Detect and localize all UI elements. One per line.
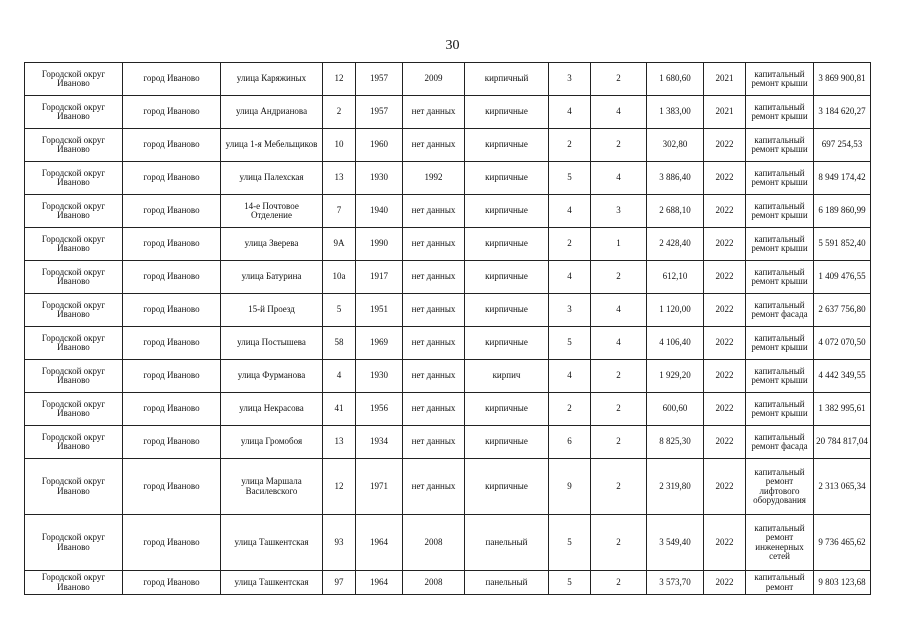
street-cell: улица Некрасова bbox=[221, 393, 323, 426]
city-cell: город Иваново bbox=[123, 261, 221, 294]
work-type-cell: капитальный ремонт крыши bbox=[746, 129, 814, 162]
street-cell: улица Зверева bbox=[221, 228, 323, 261]
plan-year-cell: 2022 bbox=[704, 515, 746, 571]
entrances-cell: 4 bbox=[591, 96, 647, 129]
area-cell: 2 688,10 bbox=[647, 195, 704, 228]
area-cell: 1 383,00 bbox=[647, 96, 704, 129]
wall-material-cell: кирпичные bbox=[465, 162, 549, 195]
last-repair-cell: нет данных bbox=[403, 426, 465, 459]
street-cell: 14-е Почтовое Отделение bbox=[221, 195, 323, 228]
cost-cell: 20 784 817,04 bbox=[814, 426, 871, 459]
plan-year-cell: 2022 bbox=[704, 393, 746, 426]
district-cell: Городской округ Иваново bbox=[25, 63, 123, 96]
wall-material-cell: кирпичные bbox=[465, 459, 549, 515]
year-built-cell: 1930 bbox=[356, 162, 403, 195]
table-row bbox=[25, 459, 871, 515]
floors-cell: 5 bbox=[549, 515, 591, 571]
district-cell: Городской округ Иваново bbox=[25, 426, 123, 459]
area-cell: 1 120,00 bbox=[647, 294, 704, 327]
house-number-cell: 13 bbox=[323, 162, 356, 195]
page-number: 30 bbox=[445, 38, 460, 53]
district-cell: Городской округ Иваново bbox=[25, 96, 123, 129]
district-cell: Городской округ Иваново bbox=[25, 294, 123, 327]
entrances-cell: 4 bbox=[591, 327, 647, 360]
year-built-cell: 1964 bbox=[356, 571, 403, 595]
wall-material-cell: панельный bbox=[465, 571, 549, 595]
area-cell: 3 573,70 bbox=[647, 571, 704, 595]
work-type-cell: капитальный ремонт крыши bbox=[746, 261, 814, 294]
house-number-cell: 41 bbox=[323, 393, 356, 426]
work-type-cell: капитальный ремонт крыши bbox=[746, 327, 814, 360]
cost-cell: 1 382 995,61 bbox=[814, 393, 871, 426]
floors-cell: 5 bbox=[549, 162, 591, 195]
entrances-cell: 3 bbox=[591, 195, 647, 228]
area-cell: 4 106,40 bbox=[647, 327, 704, 360]
city-cell: город Иваново bbox=[123, 393, 221, 426]
entrances-cell: 2 bbox=[591, 63, 647, 96]
last-repair-cell: нет данных bbox=[403, 360, 465, 393]
city-cell: город Иваново bbox=[123, 228, 221, 261]
floors-cell: 9 bbox=[549, 459, 591, 515]
house-number-cell: 7 bbox=[323, 195, 356, 228]
entrances-cell: 1 bbox=[591, 228, 647, 261]
last-repair-cell: нет данных bbox=[403, 459, 465, 515]
street-cell: улица Фурманова bbox=[221, 360, 323, 393]
plan-year-cell: 2022 bbox=[704, 195, 746, 228]
street-cell: улица Андрианова bbox=[221, 96, 323, 129]
street-cell: улица Батурина bbox=[221, 261, 323, 294]
table-row bbox=[25, 261, 871, 294]
floors-cell: 4 bbox=[549, 360, 591, 393]
area-cell: 1 680,60 bbox=[647, 63, 704, 96]
area-cell: 3 886,40 bbox=[647, 162, 704, 195]
work-type-cell: капитальный ремонт крыши bbox=[746, 393, 814, 426]
floors-cell: 2 bbox=[549, 393, 591, 426]
last-repair-cell: нет данных bbox=[403, 195, 465, 228]
street-cell: улица Палехская bbox=[221, 162, 323, 195]
year-built-cell: 1956 bbox=[356, 393, 403, 426]
district-cell: Городской округ Иваново bbox=[25, 162, 123, 195]
entrances-cell: 2 bbox=[591, 459, 647, 515]
table-row bbox=[25, 195, 871, 228]
year-built-cell: 1951 bbox=[356, 294, 403, 327]
floors-cell: 2 bbox=[549, 228, 591, 261]
plan-year-cell: 2022 bbox=[704, 360, 746, 393]
house-number-cell: 12 bbox=[323, 63, 356, 96]
work-type-cell: капитальный ремонт крыши bbox=[746, 63, 814, 96]
street-cell: улица Громобоя bbox=[221, 426, 323, 459]
district-cell: Городской округ Иваново bbox=[25, 393, 123, 426]
entrances-cell: 2 bbox=[591, 515, 647, 571]
cost-cell: 3 869 900,81 bbox=[814, 63, 871, 96]
plan-year-cell: 2022 bbox=[704, 129, 746, 162]
floors-cell: 5 bbox=[549, 327, 591, 360]
work-type-cell: капитальный ремонт лифтового оборудования bbox=[746, 459, 814, 515]
city-cell: город Иваново bbox=[123, 459, 221, 515]
city-cell: город Иваново bbox=[123, 96, 221, 129]
cost-cell: 9 736 465,62 bbox=[814, 515, 871, 571]
table-row bbox=[25, 571, 871, 595]
last-repair-cell: нет данных bbox=[403, 327, 465, 360]
year-built-cell: 1940 bbox=[356, 195, 403, 228]
last-repair-cell: нет данных bbox=[403, 129, 465, 162]
wall-material-cell: кирпичные bbox=[465, 228, 549, 261]
area-cell: 8 825,30 bbox=[647, 426, 704, 459]
floors-cell: 3 bbox=[549, 63, 591, 96]
last-repair-cell: 2009 bbox=[403, 63, 465, 96]
wall-material-cell: кирпичные bbox=[465, 129, 549, 162]
wall-material-cell: кирпич bbox=[465, 360, 549, 393]
floors-cell: 5 bbox=[549, 571, 591, 595]
wall-material-cell: кирпичный bbox=[465, 63, 549, 96]
area-cell: 2 319,80 bbox=[647, 459, 704, 515]
work-type-cell: капитальный ремонт bbox=[746, 571, 814, 595]
year-built-cell: 1990 bbox=[356, 228, 403, 261]
district-cell: Городской округ Иваново bbox=[25, 515, 123, 571]
district-cell: Городской округ Иваново bbox=[25, 261, 123, 294]
city-cell: город Иваново bbox=[123, 360, 221, 393]
entrances-cell: 4 bbox=[591, 162, 647, 195]
cost-cell: 4 072 070,50 bbox=[814, 327, 871, 360]
house-number-cell: 93 bbox=[323, 515, 356, 571]
street-cell: улица Маршала Василевского bbox=[221, 459, 323, 515]
district-cell: Городской округ Иваново bbox=[25, 360, 123, 393]
floors-cell: 4 bbox=[549, 261, 591, 294]
table-row bbox=[25, 294, 871, 327]
table-row bbox=[25, 360, 871, 393]
cost-cell: 2 313 065,34 bbox=[814, 459, 871, 515]
house-number-cell: 58 bbox=[323, 327, 356, 360]
table-row bbox=[25, 515, 871, 571]
last-repair-cell: нет данных bbox=[403, 228, 465, 261]
area-cell: 3 549,40 bbox=[647, 515, 704, 571]
work-type-cell: капитальный ремонт крыши bbox=[746, 228, 814, 261]
plan-year-cell: 2022 bbox=[704, 327, 746, 360]
year-built-cell: 1969 bbox=[356, 327, 403, 360]
cost-cell: 5 591 852,40 bbox=[814, 228, 871, 261]
house-number-cell: 5 bbox=[323, 294, 356, 327]
wall-material-cell: кирпичные bbox=[465, 327, 549, 360]
last-repair-cell: 1992 bbox=[403, 162, 465, 195]
table-row bbox=[25, 129, 871, 162]
repair-register-table bbox=[24, 62, 871, 595]
city-cell: город Иваново bbox=[123, 294, 221, 327]
street-cell: улица Ташкентская bbox=[221, 571, 323, 595]
last-repair-cell: нет данных bbox=[403, 96, 465, 129]
city-cell: город Иваново bbox=[123, 162, 221, 195]
entrances-cell: 2 bbox=[591, 571, 647, 595]
work-type-cell: капитальный ремонт фасада bbox=[746, 294, 814, 327]
wall-material-cell: кирпичные bbox=[465, 96, 549, 129]
floors-cell: 2 bbox=[549, 129, 591, 162]
plan-year-cell: 2022 bbox=[704, 294, 746, 327]
table-row bbox=[25, 96, 871, 129]
cost-cell: 8 949 174,42 bbox=[814, 162, 871, 195]
work-type-cell: капитальный ремонт крыши bbox=[746, 96, 814, 129]
city-cell: город Иваново bbox=[123, 515, 221, 571]
district-cell: Городской округ Иваново bbox=[25, 228, 123, 261]
last-repair-cell: 2008 bbox=[403, 515, 465, 571]
wall-material-cell: кирпичные bbox=[465, 393, 549, 426]
wall-material-cell: кирпичные bbox=[465, 426, 549, 459]
entrances-cell: 4 bbox=[591, 294, 647, 327]
house-number-cell: 4 bbox=[323, 360, 356, 393]
year-built-cell: 1934 bbox=[356, 426, 403, 459]
cost-cell: 697 254,53 bbox=[814, 129, 871, 162]
floors-cell: 3 bbox=[549, 294, 591, 327]
plan-year-cell: 2022 bbox=[704, 162, 746, 195]
entrances-cell: 2 bbox=[591, 426, 647, 459]
district-cell: Городской округ Иваново bbox=[25, 459, 123, 515]
area-cell: 302,80 bbox=[647, 129, 704, 162]
table-row bbox=[25, 327, 871, 360]
table-row bbox=[25, 228, 871, 261]
wall-material-cell: кирпичные bbox=[465, 261, 549, 294]
city-cell: город Иваново bbox=[123, 426, 221, 459]
work-type-cell: капитальный ремонт крыши bbox=[746, 360, 814, 393]
district-cell: Городской округ Иваново bbox=[25, 195, 123, 228]
entrances-cell: 2 bbox=[591, 393, 647, 426]
work-type-cell: капитальный ремонт крыши bbox=[746, 195, 814, 228]
area-cell: 1 929,20 bbox=[647, 360, 704, 393]
district-cell: Городской округ Иваново bbox=[25, 129, 123, 162]
house-number-cell: 12 bbox=[323, 459, 356, 515]
street-cell: улица Постышева bbox=[221, 327, 323, 360]
year-built-cell: 1957 bbox=[356, 63, 403, 96]
year-built-cell: 1964 bbox=[356, 515, 403, 571]
street-cell: улица 1-я Мебельщиков bbox=[221, 129, 323, 162]
district-cell: Городской округ Иваново bbox=[25, 571, 123, 595]
plan-year-cell: 2022 bbox=[704, 426, 746, 459]
work-type-cell: капитальный ремонт инженерных сетей bbox=[746, 515, 814, 571]
street-cell: улица Каряжиных bbox=[221, 63, 323, 96]
table-row bbox=[25, 393, 871, 426]
last-repair-cell: нет данных bbox=[403, 393, 465, 426]
street-cell: улица Ташкентская bbox=[221, 515, 323, 571]
year-built-cell: 1960 bbox=[356, 129, 403, 162]
district-cell: Городской округ Иваново bbox=[25, 327, 123, 360]
house-number-cell: 2 bbox=[323, 96, 356, 129]
area-cell: 612,10 bbox=[647, 261, 704, 294]
plan-year-cell: 2021 bbox=[704, 63, 746, 96]
house-number-cell: 13 bbox=[323, 426, 356, 459]
plan-year-cell: 2022 bbox=[704, 459, 746, 515]
last-repair-cell: нет данных bbox=[403, 294, 465, 327]
year-built-cell: 1917 bbox=[356, 261, 403, 294]
cost-cell: 9 803 123,68 bbox=[814, 571, 871, 595]
city-cell: город Иваново bbox=[123, 327, 221, 360]
plan-year-cell: 2022 bbox=[704, 228, 746, 261]
year-built-cell: 1930 bbox=[356, 360, 403, 393]
cost-cell: 4 442 349,55 bbox=[814, 360, 871, 393]
city-cell: город Иваново bbox=[123, 63, 221, 96]
table-row bbox=[25, 162, 871, 195]
cost-cell: 3 184 620,27 bbox=[814, 96, 871, 129]
table-row bbox=[25, 426, 871, 459]
work-type-cell: капитальный ремонт фасада bbox=[746, 426, 814, 459]
house-number-cell: 10а bbox=[323, 261, 356, 294]
house-number-cell: 10 bbox=[323, 129, 356, 162]
entrances-cell: 2 bbox=[591, 360, 647, 393]
wall-material-cell: кирпичные bbox=[465, 294, 549, 327]
work-type-cell: капитальный ремонт крыши bbox=[746, 162, 814, 195]
plan-year-cell: 2022 bbox=[704, 571, 746, 595]
floors-cell: 4 bbox=[549, 195, 591, 228]
area-cell: 600,60 bbox=[647, 393, 704, 426]
table-row bbox=[25, 63, 871, 96]
street-cell: 15-й Проезд bbox=[221, 294, 323, 327]
cost-cell: 1 409 476,55 bbox=[814, 261, 871, 294]
city-cell: город Иваново bbox=[123, 129, 221, 162]
entrances-cell: 2 bbox=[591, 261, 647, 294]
house-number-cell: 97 bbox=[323, 571, 356, 595]
entrances-cell: 2 bbox=[591, 129, 647, 162]
cost-cell: 2 637 756,80 bbox=[814, 294, 871, 327]
cost-cell: 6 189 860,99 bbox=[814, 195, 871, 228]
plan-year-cell: 2021 bbox=[704, 96, 746, 129]
last-repair-cell: 2008 bbox=[403, 571, 465, 595]
floors-cell: 4 bbox=[549, 96, 591, 129]
area-cell: 2 428,40 bbox=[647, 228, 704, 261]
plan-year-cell: 2022 bbox=[704, 261, 746, 294]
house-number-cell: 9А bbox=[323, 228, 356, 261]
last-repair-cell: нет данных bbox=[403, 261, 465, 294]
year-built-cell: 1971 bbox=[356, 459, 403, 515]
city-cell: город Иваново bbox=[123, 571, 221, 595]
city-cell: город Иваново bbox=[123, 195, 221, 228]
year-built-cell: 1957 bbox=[356, 96, 403, 129]
floors-cell: 6 bbox=[549, 426, 591, 459]
wall-material-cell: панельный bbox=[465, 515, 549, 571]
wall-material-cell: кирпичные bbox=[465, 195, 549, 228]
